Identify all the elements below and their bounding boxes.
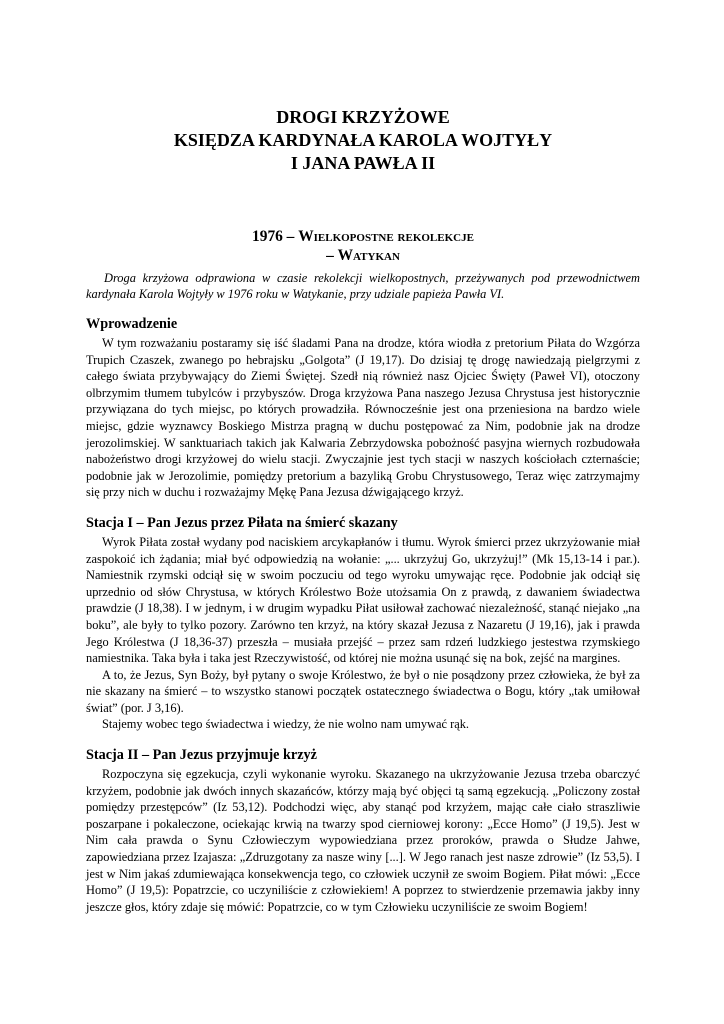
section-introduction xyxy=(86,315,640,501)
heading-station-1: Stacja I – Pan Jezus przez Piłata na śmierć skazany xyxy=(86,514,398,531)
section-station-2 xyxy=(86,746,640,915)
section-place: Watykan xyxy=(337,247,400,264)
paragraph: Rozpoczyna się egzekucja, czyli wykonanie wyroku. Skazanego na ukrzyżowanie Jezusa trzeba obarczyć krzyżem, podobnie jak dwóch innych skazańców, którzy mają być objęci tą samą egzekucją. „Policzony został pomiędzy przestępców” (Iz 53,12). Podchodzi więc, aby stanąć pod krzyżem, mając całe ciało straszliwie poszarpane i pokaleczone, ociekając krwią na twarzy spod cierniowej korony: „Ecce Homo” (J 19,5). Jest w Nim cała prawda o Synu Człowieczym wypowiedziana przez proroków, prawda o Słudze Jahwe, zapowiedziana przez Izajasza: „Zdruzgotany za nasze winy [...]. W Jego ranach jest nasze zdrowie” (Iz 53,5). I jest w Nim jakaś zdumiewająca konsekwencja tego, co człowiek uczynił ze swoim Bogiem. Piłat mówi: „Ecce Homo” (J 19,5): Popatrzcie, co uczyniliście z człowiekiem! A poprzez to stwierdzenie przemawia jakby inny jeszcze głos, który zdaje się mówić: Popatrzcie, co w tym Człowieku uczyniliście ze swoim Bogiem! xyxy=(86,767,640,914)
paragraph: Stajemy wobec tego świadectwa i wiedzy, że nie wolno nam umywać rąk. xyxy=(102,717,470,732)
title-line-1: DROGI KRZYŻOWE xyxy=(276,107,450,127)
paragraph: W tym rozważaniu postaramy się iść śladami Pana na drodze, która wiodła z pretorium Piłata do Wzgórza Trupich Czaszek, zwanego po hebrajsku „Golgota” (J 19,17). Do dzisiaj tę drogę nawiedzają pielgrzymi z całego świata przybywający do Ziemi Świętej. Szedł nią również nasz Ojciec Święty (Paweł VI), otoczony olbrzymim tłumem tubylców i przybyszów. Droga krzyżowa Pana naszego Jezusa Chrystusa jest historycznie przywiązana do tych miejsc, po których prowadziła. Równocześnie jest ona przeniesiona na bardzo wiele miejsc, gdzie wyznawcy Boskiego Mistrza pragną w duchu postępować za Nim, podobnie jak na drodze jerozolimskiej. W sanktuariach takich jak Kalwaria Zebrzydowska pobożność pasyjna wiernych rozbudowała nabożeństwo drogi krzyżowej do wielu stacji. Zwyczajnie jest tych stacji w naszych kościołach czternaście; podobnie jak w Jerozolimie, pomiędzy pretorium a bazyliką Grobu Chrystusowego, Teraz więc zatrzymajmy się przy nich w duchu i rozważajmy Mękę Pana Jezusa dźwigającego krzyż. xyxy=(86,336,640,500)
title-line-3: I JANA PAWŁA II xyxy=(290,153,436,173)
heading-introduction: Wprowadzenie xyxy=(86,316,178,332)
section-title-line-2 xyxy=(86,246,640,265)
section-event: Wielkopostne rekolekcje xyxy=(298,228,474,245)
heading-station-2: Stacja II – Pan Jezus przyjmuje krzyż xyxy=(86,747,317,764)
paragraph: A to, że Jezus, Syn Boży, był pytany o swoje Królestwo, że był o nie posądzony przez człowieka, że był za nie skazany na śmierć – to wszystko stanowi początek ostatecznego świadectwa o Bogu, który „tak umiłował świat” (por. J 3,16). xyxy=(86,667,640,715)
section-station-1 xyxy=(86,514,640,733)
document-page xyxy=(86,106,640,915)
section-title-line-1 xyxy=(86,227,640,246)
section-title xyxy=(86,227,640,265)
intro-note: Droga krzyżowa odprawiona w czasie rekolekcji wielkopostnych, przeżywanych pod przewodnictwem kardynała Karola Wojtyły w 1976 roku w Watykanie, przy udziale papieża Pawła VI. xyxy=(86,271,640,301)
document-title xyxy=(86,106,640,175)
section-dash: – xyxy=(326,247,338,264)
section-year: 1976 – xyxy=(252,228,299,245)
paragraph: Wyrok Piłata został wydany pod naciskiem arcykapłanów i tłumu. Wyrok śmierci przez ukrzyżowanie miał zaspokoić ich żądania; miał być odpowiedzią na wołanie: „... ukrzyżuj Go, ukrzyżuj!” (Mk 15,13-14 i par.). Namiestnik rzymski odciął się w swoim poczuciu od tego wyroku umywając ręce. Podobnie jak odciął się uprzednio od słów Chrystusa, w których Królestwo Boże utożsamia On z prawdą, z dawaniem świadectwa prawdzie (J 18,38). I w jednym, i w drugim wypadku Piłat usiłował zachować niezależność, stanąć niejako „na boku”, ale były to tylko pozory. Zarówno ten krzyż, na który skazał Jezusa z Nazaretu (J 19,16), jak i prawda Jego Królestwa (J 18,36-37) przeszła – musiała przejść – przez sam rdzeń ludzkiego jestestwa rzymskiego namiestnika. Taka była i taka jest Rzeczywistość, od której nie można usunąć się na bok, zejść na margines. xyxy=(86,534,640,666)
title-line-2: KSIĘDZA KARDYNAŁA KAROLA WOJTYŁY xyxy=(173,130,553,150)
